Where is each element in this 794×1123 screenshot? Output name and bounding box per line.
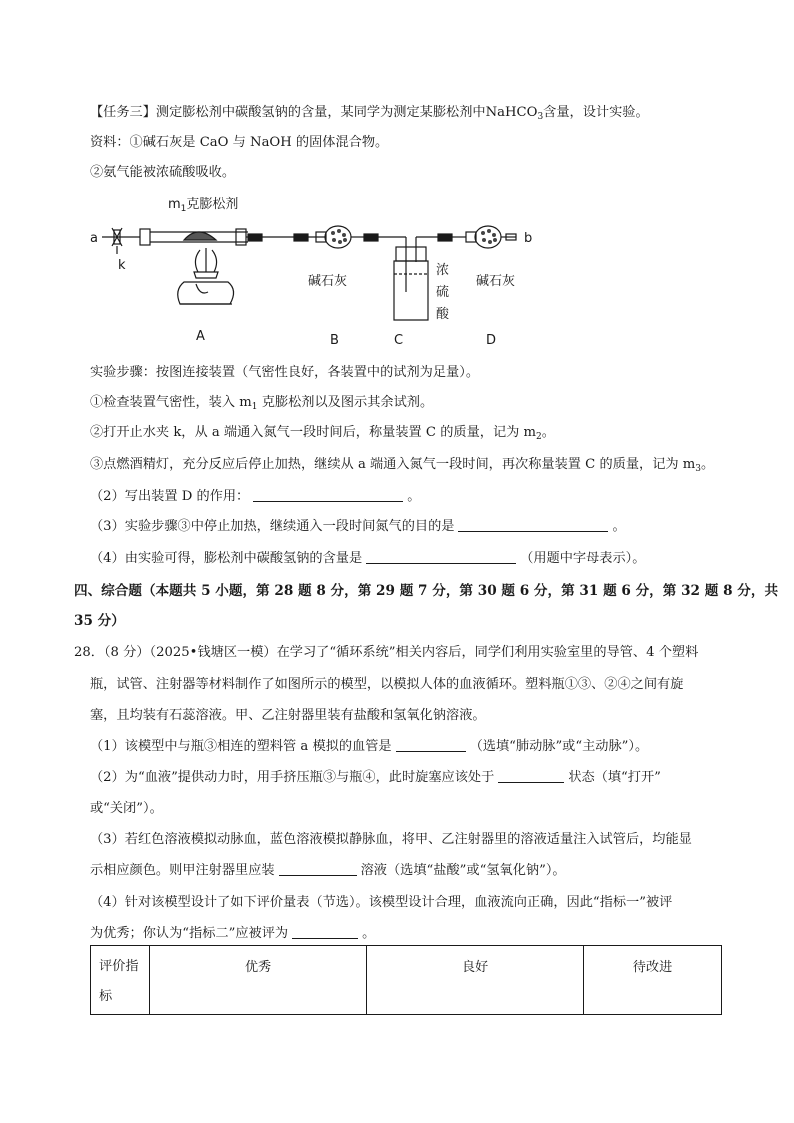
question-3-tail: 。 (612, 519, 626, 534)
q28-part-4-tail: 。 (362, 926, 376, 941)
step-2-text: ②打开止水夹 k，从 a 端通入氮气一段时间后，称量装置 C 的质量，记为 m (90, 425, 537, 440)
soda-lime-d-label: 碱石灰 (476, 274, 516, 289)
task3-intro-sub: 3 (537, 112, 544, 122)
q28-part-3-text: 示相应颜色。则甲注射器里应装 (90, 863, 275, 878)
step-2-sub: 2 (536, 432, 542, 442)
q28-part-1-text: （1）该模型中与瓶③相连的塑料管 a 模拟的血管是 (90, 739, 392, 754)
acid-bottle-c (394, 247, 428, 320)
question-3 (90, 517, 626, 537)
connector-b-c (364, 234, 438, 292)
task3-intro-text: 【任务三】测定膨松剂中碳酸氢钠的含量，某同学为测定某膨松剂中NaHCO (90, 105, 538, 120)
q28-part-3 (90, 861, 566, 881)
q28-part-3-tail: 溶液（选填“盐酸”或“氢氧化钠”）。 (360, 863, 566, 878)
table-header-improve: 待改进 (584, 946, 722, 1015)
q28-part-4-line-1: （4）针对该模型设计了如下评价量表（节选）。该模型设计合理，血液流向正确，因此“指标一”被评 (90, 895, 673, 910)
answer-blank-q2[interactable] (253, 487, 403, 502)
q28-part-2-text: （2）为“血液”提供动力时，用手挤压瓶③与瓶④，此时旋塞应该处于 (90, 770, 495, 785)
step-3-tail: 。 (701, 457, 715, 472)
answer-blank-q4[interactable] (366, 549, 516, 564)
q28-part-3-line-1: （3）若红色溶液模拟动脉血，蓝色溶液模拟静脉血，将甲、乙注射器里的溶液适量注入试管后，均能显 (90, 832, 692, 847)
step-2-tail: 。 (541, 425, 555, 440)
table-header-indicator: 评价指标 (91, 946, 150, 1015)
apparatus-label-c: C (394, 333, 404, 348)
step-3-text: ③点燃酒精灯，充分反应后停止加热，继续从 a 端通入氮气一段时间，再次称量装置 C 的质量，记为 m (90, 457, 696, 472)
soda-lime-b-label: 碱石灰 (308, 274, 348, 289)
question-3-text: （3）实验步骤③中停止加热，继续通入一段时间氮气的目的是 (90, 519, 455, 534)
task3-intro (90, 103, 649, 127)
sample-label: $m_1$克膨松剂 (168, 197, 239, 214)
section-4-title-cont: 35 分） (74, 613, 125, 629)
apparatus-label-b: B (330, 333, 339, 348)
clamp-k-icon (112, 228, 122, 254)
answer-blank-q28-1[interactable] (396, 737, 466, 752)
apparatus-label-a: A (196, 329, 205, 344)
q28-part-1 (90, 737, 648, 757)
apparatus-diagram (88, 192, 538, 352)
answer-blank-q28-2[interactable] (498, 768, 564, 783)
q28-line-1: 28．（8 分）（2025•钱塘区一模）在学习了“循环系统”相关内容后，同学们利用实验室里的导管、4 个塑料 (74, 645, 699, 660)
acid-char-1: 浓 (436, 263, 450, 278)
end-a-label: a (90, 231, 98, 246)
step-2 (90, 423, 555, 447)
acid-char-2: 硫 (436, 285, 450, 300)
table-header-good: 良好 (367, 946, 584, 1015)
answer-blank-q3[interactable] (458, 517, 608, 532)
alcohol-lamp-icon (178, 248, 234, 304)
q28-part-1-tail: （选填“肺动脉”或“主动脉”）。 (469, 739, 649, 754)
q28-line-2: 瓶，试管、注射器等材料制作了如图所示的模型，以模拟人体的血液循环。塑料瓶①③、②④之间有旋 (90, 677, 684, 692)
question-2 (90, 487, 420, 507)
q28-part-4 (90, 924, 375, 944)
drying-tube-d (466, 226, 516, 248)
apparatus-label-d: D (486, 333, 497, 348)
task3-intro-tail: 含量，设计实验。 (543, 105, 649, 120)
step-3 (90, 455, 714, 479)
step-3-sub: 3 (695, 464, 702, 474)
step-1-tail: 克膨松剂以及图示其余试剂。 (257, 395, 434, 410)
q28-part-2-tail: 状态（填“打开” (568, 770, 661, 785)
table-header-excellent: 优秀 (150, 946, 367, 1015)
step-1 (90, 393, 433, 417)
question-4-tail: （用题中字母表示）。 (520, 551, 646, 566)
q28-line-3: 塞，且均装有石蕊溶液。甲、乙注射器里装有盐酸和氢氧化钠溶液。 (90, 708, 486, 723)
question-4 (90, 549, 645, 569)
table-row (91, 946, 722, 1015)
sample-pile-icon (184, 232, 216, 240)
step-1-text: ①检查装置气密性，装入 m (90, 395, 252, 410)
step-1-sub: 1 (251, 402, 258, 412)
question-4-text: （4）由实验可得，膨松剂中碳酸氢钠的含量是 (90, 551, 363, 566)
answer-blank-q28-4[interactable] (292, 924, 358, 939)
section-4-title: 四、综合题（本题共 5 小题，第 28 题 8 分，第 29 题 7 分，第 30 题 6 分，第 31 题 6 分，第 32 题 8 分，共 (74, 583, 779, 599)
question-2-tail: 。 (407, 489, 421, 504)
connector-a-b (246, 234, 308, 241)
material-1: 资料：①碱石灰是 CaO 与 NaOH 的固体混合物。 (90, 135, 389, 150)
drying-tube-b (308, 226, 364, 248)
material-2: ②氨气能被浓硫酸吸收。 (90, 165, 236, 180)
steps-heading: 实验步骤：按图连接装置（气密性良好，各装置中的试剂为足量）。 (90, 365, 480, 380)
clamp-k-label: k (118, 258, 126, 273)
evaluation-table (90, 945, 722, 1015)
acid-char-3: 酸 (436, 307, 450, 322)
end-b-label: b (524, 231, 533, 246)
connector-c-d (438, 234, 466, 241)
answer-blank-q28-3[interactable] (279, 861, 357, 876)
q28-part-2 (90, 768, 661, 788)
question-2-text: （2）写出装置 D 的作用： (90, 489, 250, 504)
q28-part-2-cont: 或“关闭”）。 (90, 801, 163, 816)
q28-part-4-text: 为优秀；你认为“指标二”应被评为 (90, 926, 289, 941)
